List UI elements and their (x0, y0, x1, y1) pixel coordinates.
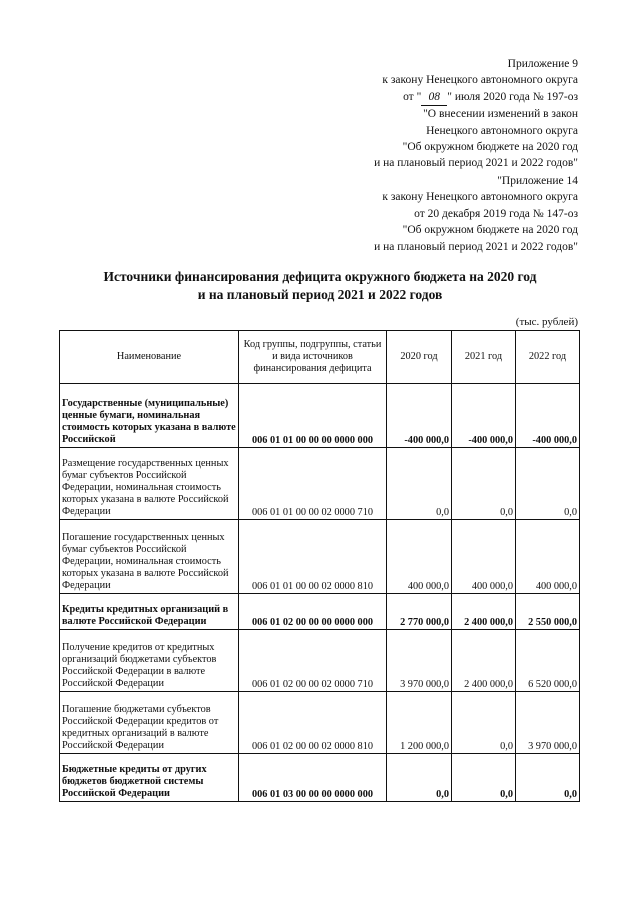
handwritten-day: 08 (421, 89, 447, 106)
header-line: "Об окружном бюджете на 2020 год (402, 224, 578, 237)
value-2021: 2 400 000,0 (452, 594, 516, 630)
table-row (60, 594, 580, 630)
table-row (60, 692, 580, 754)
value-2020: 0,0 (387, 754, 452, 802)
column-header-2021: 2021 год (452, 331, 516, 384)
table-row (60, 520, 580, 594)
value-2022: 3 970 000,0 (516, 692, 580, 754)
row-code: 006 01 03 00 00 00 0000 000 (239, 754, 387, 802)
header-line: "О внесении изменений в закон (423, 108, 578, 121)
value-2020: 400 000,0 (387, 520, 452, 594)
header-line: "Приложение 14 (497, 175, 578, 187)
header-line: "Об окружном бюджете на 2020 год (402, 141, 578, 154)
header-date-line (374, 89, 578, 106)
row-name: Государственные (муниципальные) ценные бумаги, номинальная стоимость которых указана в валюте Российской (60, 384, 239, 448)
value-2022: 400 000,0 (516, 520, 580, 594)
header-line: от 20 декабря 2019 года № 147-оз (414, 207, 578, 220)
table-row (60, 630, 580, 692)
row-name: Размещение государственных ценных бумаг субъектов Российской Федерации, номинальная стоимость которых указана в валюте Российской Федерации (60, 448, 239, 520)
financing-sources-table (59, 330, 580, 802)
title-line: и на плановый период 2021 и 2022 годов (197, 287, 443, 302)
row-code: 006 01 01 00 00 02 0000 810 (239, 520, 387, 594)
row-name: Кредиты кредитных организаций в валюте Российской Федерации (60, 594, 239, 630)
row-code: 006 01 02 00 00 00 0000 000 (239, 594, 387, 630)
header-line: и на плановый период 2021 и 2022 годов" (374, 240, 578, 253)
title-line: Источники финансирования дефицита окружного бюджета на 2020 год (103, 269, 537, 284)
value-2022: -400 000,0 (516, 384, 580, 448)
row-name: Погашение бюджетами субъектов Российской Федерации кредитов от кредитных организаций в валюте Российской Федерации (60, 692, 239, 754)
value-2021: 0,0 (452, 692, 516, 754)
row-name: Получение кредитов от кредитных организаций бюджетами субъектов Российской Федерации в валюте Российской Федерации (60, 630, 239, 692)
value-2020: -400 000,0 (387, 384, 452, 448)
table-header-row (60, 331, 580, 384)
header-line: к закону Ненецкого автономного округа (382, 74, 578, 87)
value-2022: 0,0 (516, 448, 580, 520)
table-row (60, 448, 580, 520)
column-header-2022: 2022 год (516, 331, 580, 384)
column-header-2020: 2020 год (387, 331, 452, 384)
row-name: Бюджетные кредиты от других бюджетов бюджетной системы Российской Федерации (60, 754, 239, 802)
header-line: Приложение 9 (507, 58, 578, 70)
row-code: 006 01 02 00 00 02 0000 810 (239, 692, 387, 754)
value-2021: 0,0 (452, 448, 516, 520)
header-line: к закону Ненецкого автономного округа (382, 191, 578, 204)
document-title (0, 268, 640, 304)
row-code: 006 01 02 00 00 02 0000 710 (239, 630, 387, 692)
row-code: 006 01 01 00 00 02 0000 710 (239, 448, 387, 520)
value-2022: 6 520 000,0 (516, 630, 580, 692)
value-2022: 2 550 000,0 (516, 594, 580, 630)
value-2021: 0,0 (452, 754, 516, 802)
value-2021: -400 000,0 (452, 384, 516, 448)
header-line: Ненецкого автономного округа (426, 124, 578, 137)
value-2020: 0,0 (387, 448, 452, 520)
date-suffix: " июля 2020 года № 197-оз (447, 90, 578, 103)
value-2021: 400 000,0 (452, 520, 516, 594)
value-2022: 0,0 (516, 754, 580, 802)
date-prefix: от " (403, 90, 422, 103)
row-code: 006 01 01 00 00 00 0000 000 (239, 384, 387, 448)
unit-note: (тыс. рублей) (515, 316, 578, 328)
column-header-name: Наименование (60, 331, 239, 384)
header-line: и на плановый период 2021 и 2022 годов" (374, 157, 578, 170)
attachment-header-9 (374, 56, 578, 172)
attachment-header-14 (374, 173, 578, 255)
table-row (60, 754, 580, 802)
value-2021: 2 400 000,0 (452, 630, 516, 692)
table-row (60, 384, 580, 448)
value-2020: 3 970 000,0 (387, 630, 452, 692)
value-2020: 1 200 000,0 (387, 692, 452, 754)
value-2020: 2 770 000,0 (387, 594, 452, 630)
row-name: Погашение государственных ценных бумаг субъектов Российской Федерации, номинальная стоимость которых указана в валюте Российской Федерации (60, 520, 239, 594)
column-header-code: Код группы, подгруппы, статьи и вида источников финансирования дефицита (239, 331, 387, 384)
